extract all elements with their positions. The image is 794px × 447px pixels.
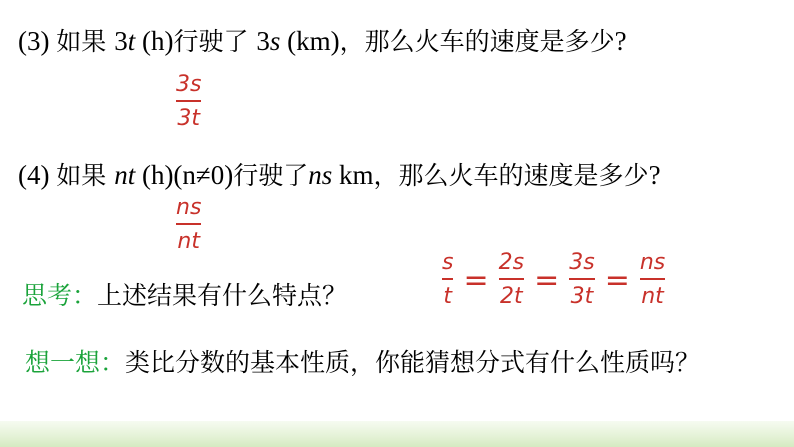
think-more-label: 想一想：: [25, 348, 126, 377]
fraction-4-denominator: nt: [641, 284, 664, 309]
q3-time-coef: 3: [114, 26, 128, 56]
q4-answer-numerator: ns: [176, 195, 202, 220]
think-prompt: [22, 276, 347, 312]
q3-text-1: 如果: [56, 27, 115, 56]
equals-sign: =: [534, 262, 560, 298]
q3-unit-h: (h): [135, 26, 174, 56]
question-4: [18, 162, 661, 189]
q4-unit-h: (h)(n≠0): [135, 160, 234, 190]
think-text: 上述结果有什么特点？: [97, 281, 348, 310]
q4-qmark: ?: [648, 160, 661, 190]
q4-text-1: 如果: [56, 161, 115, 190]
fraction-4-numerator: ns: [639, 250, 666, 275]
q3-prefix: (3): [18, 26, 57, 56]
fraction-4: [640, 252, 665, 308]
fraction-bar: [176, 223, 201, 225]
equals-sign: =: [463, 262, 489, 298]
q3-dist-coef: 3: [256, 26, 270, 56]
fraction-3-denominator: 3t: [570, 284, 594, 309]
fraction-2-denominator: 2t: [500, 284, 523, 309]
q3-text-2: 行驶了: [173, 27, 257, 56]
q3-answer-numerator: 3s: [176, 72, 202, 97]
q4-answer-fraction: [176, 197, 201, 253]
think-more-text: 类比分数的基本性质，你能猜想分式有什么性质吗？: [125, 348, 701, 377]
fraction-bar: [442, 278, 453, 280]
fraction-3: [569, 252, 594, 308]
fraction-bar: [569, 278, 594, 280]
fraction-bar: [499, 278, 524, 280]
q4-unit-km: km: [332, 160, 374, 190]
q4-answer-denominator: nt: [177, 229, 200, 254]
q4-text-3: ，那么火车的速度是多少: [373, 161, 649, 190]
fraction-3-numerator: 3s: [569, 250, 595, 275]
q3-unit-km: (km): [280, 26, 340, 56]
q3-time-var: t: [127, 26, 136, 56]
equal-fractions-row: [438, 252, 669, 308]
q3-answer-denominator: 3t: [177, 106, 201, 131]
fraction-bar: [640, 278, 665, 280]
q4-time-var: nt: [114, 160, 136, 190]
fraction-2-numerator: 2s: [498, 250, 525, 275]
q3-dist-var: s: [269, 26, 281, 56]
q4-text-2: 行驶了: [233, 161, 309, 190]
bottom-decoration-bar: [0, 421, 794, 447]
q3-text-3: ，那么火车的速度是多少: [339, 27, 615, 56]
equals-sign: =: [604, 262, 630, 298]
q3-qmark: ?: [614, 26, 627, 56]
fraction-2: [499, 252, 524, 308]
fraction-1-denominator: t: [443, 284, 453, 309]
q3-answer-fraction: [176, 74, 201, 130]
fraction-bar: [176, 100, 201, 102]
think-label: 思考：: [22, 281, 98, 310]
fraction-1: [442, 252, 453, 308]
q4-prefix: (4): [18, 160, 57, 190]
fraction-1-numerator: s: [442, 250, 454, 275]
question-3: [18, 28, 627, 55]
q4-dist-var: ns: [308, 160, 333, 190]
think-more-prompt: [25, 343, 705, 383]
